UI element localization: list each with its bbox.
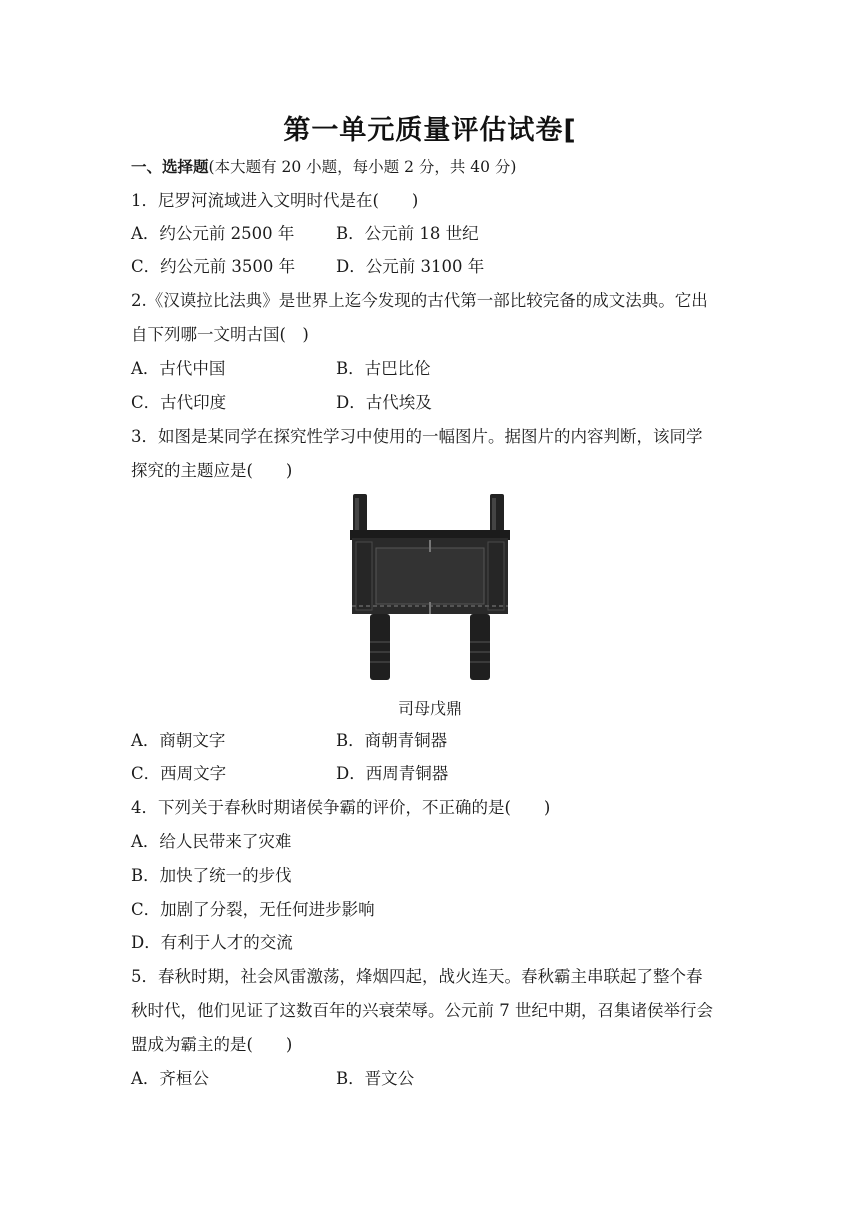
question-1-option-c: C．约公元前 3500 年 [131,257,296,276]
question-1-option-a: A．约公元前 2500 年 [131,224,295,243]
question-5-option-b: B．晋文公 [336,1069,415,1088]
section-heading: 一、选择题 [131,158,209,176]
simuwu-ding-image [346,492,516,684]
page-title: 第一单元质量评估试卷[ [283,115,577,146]
question-1-stem: 1．尼罗河流域进入文明时代是在( ) [131,191,419,210]
ding-panel [376,548,484,604]
question-2-option-a: A．古代中国 [131,359,226,378]
question-3-stem-line-2: 探究的主题应是( ) [131,461,293,480]
question-3-option-c: C．西周文字 [131,764,227,783]
ding-leg-right [470,614,490,680]
question-5-option-a: A．齐桓公 [131,1069,209,1088]
question-5-stem-line-2: 秋时代，他们见证了这数百年的兴衰荣辱。公元前 7 世纪中期，召集诸侯举行会 [131,1001,713,1020]
question-2-option-b: B．古巴比伦 [336,359,431,378]
question-5-stem-line-1: 5．春秋时期，社会风雷激荡，烽烟四起，战火连天。春秋霸主串联起了整个春 [131,967,703,986]
question-4-option-a: A．给人民带来了灾难 [131,832,292,851]
ding-leg-left [370,614,390,680]
question-4-option-b: B．加快了统一的步伐 [131,866,292,885]
question-1-option-d: D．公元前 3100 年 [336,257,485,276]
question-2-stem-line-2: 自下列哪一文明古国( ) [131,325,309,344]
section-note: (本大题有 20 小题，每小题 2 分，共 40 分) [208,158,517,176]
question-5-stem-line-3: 盟成为霸主的是( ) [131,1035,293,1054]
question-2-stem-line-1: 2.《汉谟拉比法典》是世界上迄今发现的古代第一部比较完备的成文法典。它出 [131,291,708,310]
section-header [131,156,516,178]
question-2-option-c: C．古代印度 [131,393,227,412]
question-3-option-b: B．商朝青铜器 [336,731,448,750]
question-3-stem-line-1: 3．如图是某同学在探究性学习中使用的一幅图片。据图片的内容判断，该同学 [131,427,703,446]
question-4-option-c: C．加剧了分裂，无任何进步影响 [131,900,375,919]
figure-caption: 司母戊鼎 [397,699,462,718]
question-4-option-d: D．有利于人才的交流 [131,933,293,952]
question-3-option-d: D．西周青铜器 [336,764,449,783]
question-4-stem: 4．下列关于春秋时期诸侯争霸的评价，不正确的是( ) [131,798,551,817]
question-1-option-b: B．公元前 18 世纪 [336,224,479,243]
question-3-option-a: A．商朝文字 [131,731,226,750]
question-2-option-d: D．古代埃及 [336,393,432,412]
